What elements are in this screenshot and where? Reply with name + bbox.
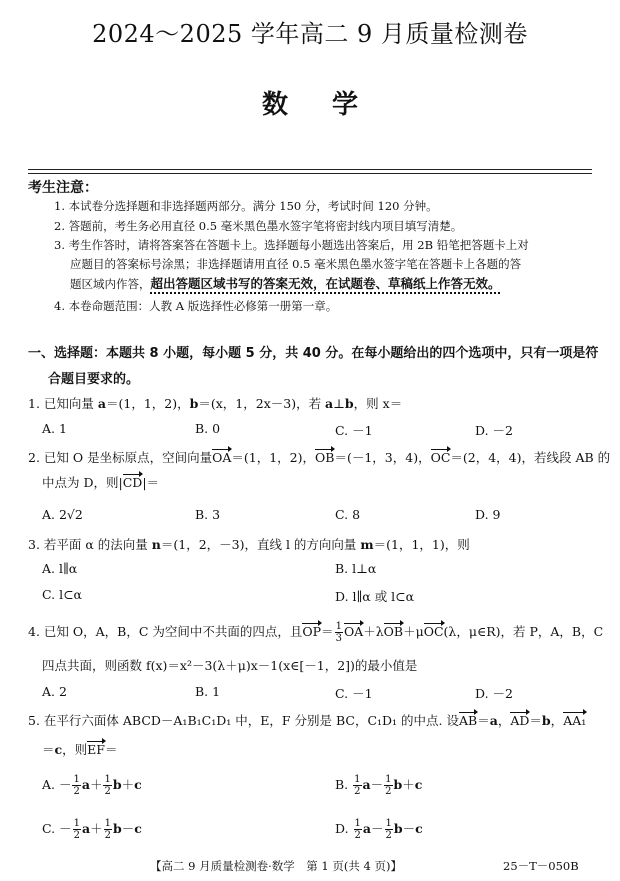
notice-heading: 考生注意： <box>28 180 98 196</box>
question-4-option-d: D. －2 <box>475 686 513 701</box>
question-2-stem-line-1: 2. 已知 O 是坐标原点，空间向量OA＝(1，1，2)，OB＝(－1，3，4)，OC＝(2，4，4)，若线段 AB 的 <box>28 450 611 465</box>
question-2-option-d: D. 9 <box>475 507 501 522</box>
footer-code: 25－T－050B <box>503 859 579 873</box>
notice-item-1: 1. 本试卷分选择题和非选择题两部分。满分 150 分，考试时间 120 分钟。 <box>54 199 438 213</box>
section-heading-line-1: 一、选择题：本题共 8 小题，每小题 5 分，共 40 分。在每小题给出的四个选项中，只有一项是符 <box>28 346 599 361</box>
question-4-stem-line-1: 4. 已知 O，A，B，C 为空间中不共面的四点，且OP＝ $\frac{1}{3}$ OA＋λOB＋μOC(λ，μ∈R)，若 P，A，B，C <box>28 621 604 644</box>
question-1-option-d: D. －2 <box>475 423 513 438</box>
section-heading-line-2: 合题目要求的。 <box>48 372 140 387</box>
notice-item-3-line-1: 3. 考生作答时，请将答案答在答题卡上。选择题每小题选出答案后，用 2B 铅笔把答题卡上对 <box>54 238 529 252</box>
question-2-option-b: B. 3 <box>195 507 221 522</box>
question-1-option-b: B. 0 <box>195 421 221 436</box>
notice-item-3-line-3-start: 题区域内作答， <box>70 277 151 291</box>
question-4-option-a: A. 2 <box>42 684 67 699</box>
notice-item-4: 4. 本卷命题范围：人教 A 版选择性必修第一册第一章。 <box>54 299 338 313</box>
question-5-option-b: B. $\frac{1}{2}$ a－ $\frac{1}{2}$ b＋c <box>335 774 423 797</box>
question-5-option-c: C. － $\frac{1}{2}$ a＋ $\frac{1}{2}$ b－c <box>42 818 142 841</box>
notice-item-3-line-3 <box>70 274 501 292</box>
question-4-option-c: C. －1 <box>335 686 373 701</box>
question-2-option-c: C. 8 <box>335 507 361 522</box>
question-3-option-d: D. l∥α 或 l⊂α <box>335 589 415 604</box>
notice-item-3-line-2: 应题目的答案标号涂黑；非选择题请用直径 0.5 毫米黑色墨水签字笔在答题卡上各题的答 <box>70 257 522 271</box>
question-3-option-b: B. l⊥α <box>335 561 377 576</box>
question-2-option-a: A. 2√2 <box>42 507 83 522</box>
subject-title: 数学 <box>261 90 402 120</box>
divider-thick <box>28 169 592 170</box>
question-4-stem-line-2: 四点共面，则函数 f(x)＝x²－3(λ＋μ)x－1(x∈[－1，2])的最小值是 <box>42 658 418 673</box>
divider-thin <box>28 173 592 174</box>
question-5-option-d: D. $\frac{1}{2}$ a－ $\frac{1}{2}$ b－c <box>335 818 423 841</box>
footer-page-info: 【高二 9 月质量检测卷·数学 第 1 页(共 4 页)】 <box>150 859 403 873</box>
notice-emphasis: 超出答题区域书写的答案无效，在试题卷、草稿纸上作答无效。 <box>150 276 501 291</box>
question-3-option-a: A. l∥α <box>42 561 78 576</box>
question-1-stem: 1. 已知向量 a＝(1，1，2)，b＝(x，1，2x－3)，若 a⊥b，则 x＝ <box>28 396 403 411</box>
question-3-stem: 3. 若平面 α 的法向量 n＝(1，2，－3)，直线 l 的方向向量 m＝(1，1，1)，则 <box>28 537 470 552</box>
exam-title: 2024～2025 学年高二 9 月质量检测卷 <box>92 20 528 48</box>
question-1-option-c: C. －1 <box>335 423 373 438</box>
question-4-option-b: B. 1 <box>195 684 221 699</box>
question-3-option-c: C. l⊂α <box>42 587 82 602</box>
question-2-stem-line-2: 中点为 D，则|CD|＝ <box>42 475 160 490</box>
notice-item-2: 2. 答题前，考生务必用直径 0.5 毫米黑色墨水签字笔将密封线内项目填写清楚。 <box>54 219 463 233</box>
question-5-option-a: A. － $\frac{1}{2}$ a＋ $\frac{1}{2}$ b＋c <box>42 774 142 797</box>
fraction-one-third: $\frac{1}{3}$ <box>335 621 342 644</box>
question-1-option-a: A. 1 <box>42 421 67 436</box>
question-5-stem-line-1: 5. 在平行六面体 ABCD－A₁B₁C₁D₁ 中，E，F 分别是 BC，C₁D₁ 的中点. 设AB＝a，AD＝b，AA₁ <box>28 713 587 728</box>
question-5-stem-line-2: ＝c，则EF＝ <box>42 742 118 757</box>
